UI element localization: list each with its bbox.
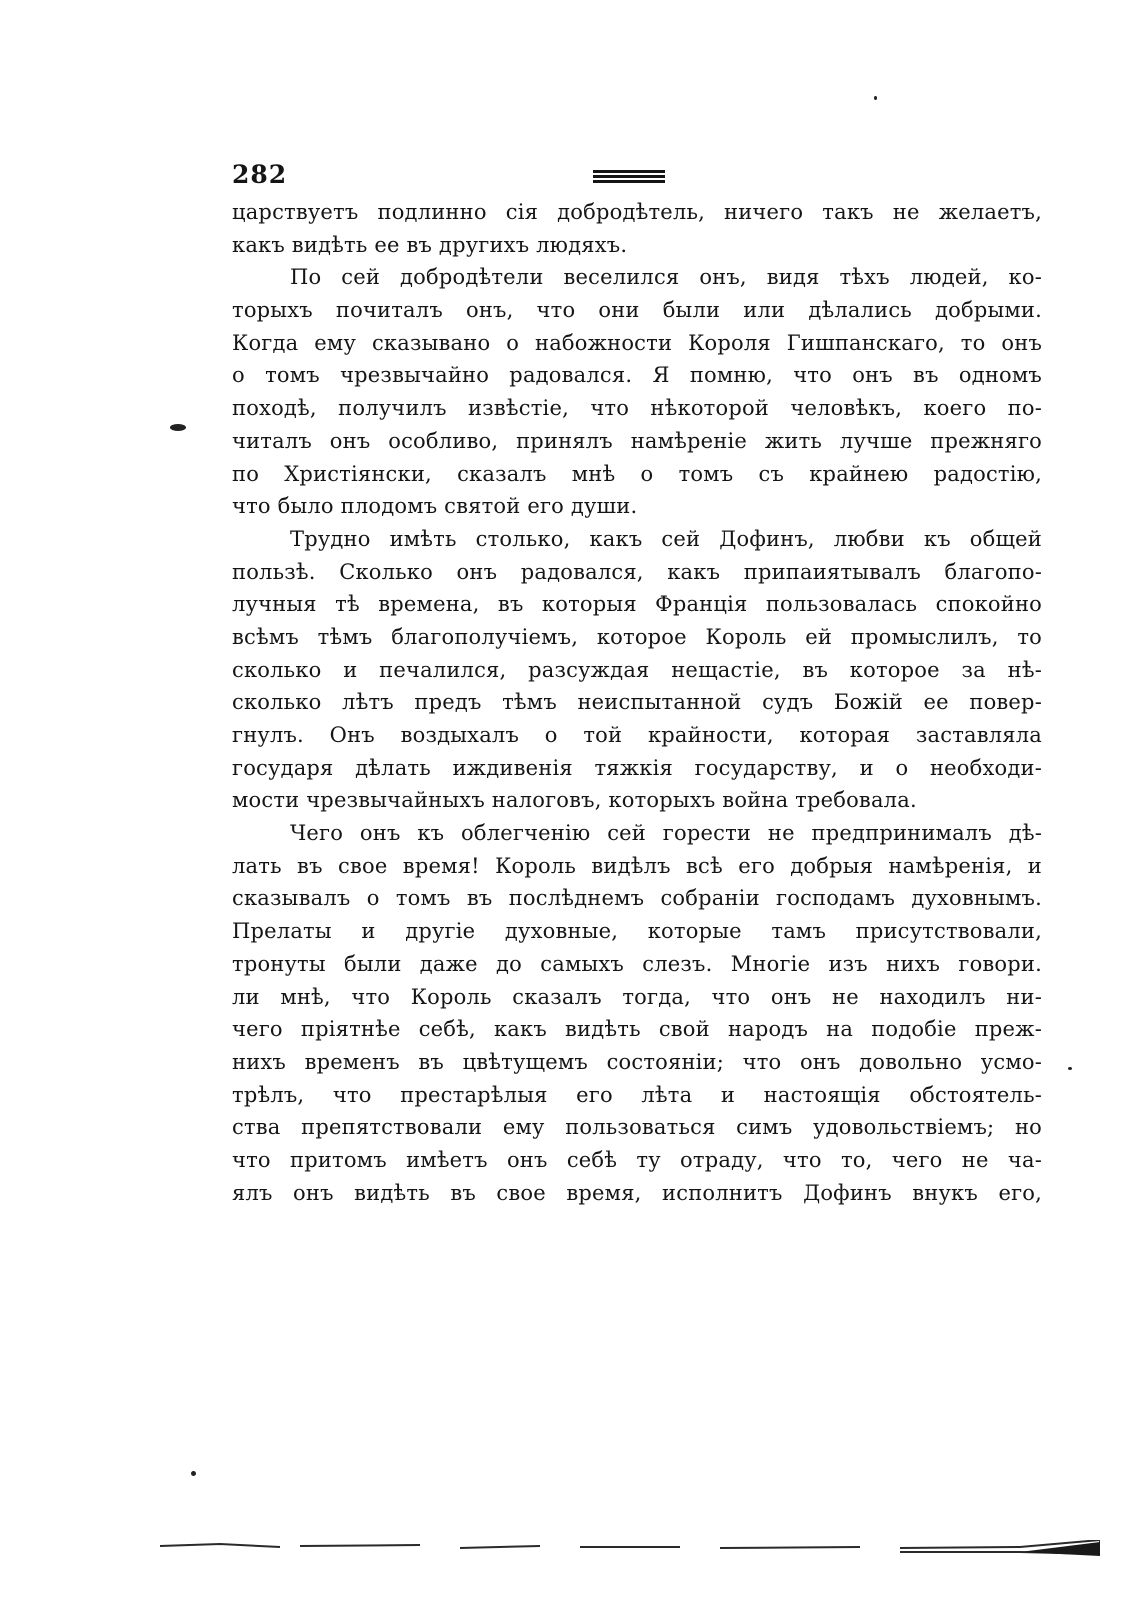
- text-line: трѣлъ, что престарѣлыя его лѣта и настоящія обстоятель-: [232, 1082, 1042, 1107]
- scan-bottom-edge: [160, 1540, 1100, 1570]
- text-line: о томъ чрезвычайно радовался. Я помню, что онъ въ одномъ: [232, 363, 1042, 388]
- text-line: царствуетъ подлинно сія добродѣтель, ничего такъ не желаетъ,: [232, 200, 1042, 224]
- text-line: что было плодомъ святой его души.: [232, 494, 638, 519]
- text-line: Когда ему сказывано о набожности Короля Гишпанскаго, то онъ: [232, 330, 1042, 355]
- text-line: что притомъ имѣетъ онъ себѣ ту отраду, что то, чего не ча-: [232, 1147, 1042, 1172]
- scan-speck: [170, 424, 186, 431]
- text-line: ства препятствовали ему пользоваться симъ удовольствіемъ; но: [232, 1115, 1042, 1140]
- text-line: тронуты были даже до самыхъ слезъ. Многіе изъ нихъ говори.: [232, 951, 1042, 976]
- text-line: лучныя тѣ времена, въ которыя Франція пользовалась спокойно: [232, 592, 1042, 617]
- text-line: сказывалъ о томъ въ послѣднемъ собраніи господамъ духовнымъ.: [232, 886, 1042, 911]
- text-line: Прелаты и другіе духовные, которые тамъ присутствовали,: [232, 919, 1042, 944]
- text-line: Трудно имѣть столько, какъ сей Дофинъ, любви къ общей: [290, 526, 1042, 551]
- text-line: мости чрезвычайныхъ налоговъ, которыхъ война требовала.: [232, 788, 917, 813]
- header-ornament-rule: [593, 170, 665, 184]
- text-line: сколько и печалился, разсуждая нещастіе, въ которое за нѣ-: [232, 657, 1042, 682]
- text-line: всѣмъ тѣмъ благополучіемъ, которое Король ей промыслилъ, то: [232, 624, 1042, 649]
- text-line: Чего онъ къ облегченію сей горести не предпринималъ дѣ-: [290, 821, 1042, 846]
- text-line: пользѣ. Сколько онъ радовался, какъ припаиятывалъ благопо-: [232, 559, 1042, 584]
- text-line: гнулъ. Онъ воздыхалъ о той крайности, которая заставляла: [232, 723, 1042, 747]
- text-line: государя дѣлать иждивенія тяжкія государству, и о необходи-: [232, 755, 1042, 780]
- body-text: [232, 196, 1042, 1209]
- scan-speck: [1068, 1067, 1072, 1070]
- text-line: читалъ онъ особливо, принялъ намѣреніе жить лучше прежняго: [232, 428, 1042, 453]
- text-line: По сей добродѣтели веселился онъ, видя тѣхъ людей, ко-: [290, 265, 1042, 290]
- text-line: походѣ, получилъ извѣстіе, что нѣкоторой человѣкъ, коего по-: [232, 396, 1042, 421]
- text-line: нихъ временъ въ цвѣтущемъ состояніи; что онъ довольно усмо-: [232, 1049, 1042, 1074]
- text-line: ялъ онъ видѣть въ свое время, исполнитъ Дофинъ внукъ его,: [232, 1180, 1042, 1205]
- text-line: чего пріятнѣе себѣ, какъ видѣть свой народъ на подобіе преж-: [232, 1017, 1042, 1042]
- text-line: ли мнѣ, что Король сказалъ тогда, что онъ не находилъ ни-: [232, 984, 1042, 1009]
- text-line: сколько лѣтъ предъ тѣмъ неиспытанной судъ Божій ее повер-: [232, 690, 1042, 715]
- scan-speck: [874, 96, 877, 100]
- text-line: по Христіянски, сказалъ мнѣ о томъ съ крайнею радостію,: [232, 461, 1042, 486]
- text-line: лать въ свое время! Король видѣлъ всѣ его добрыя намѣренія, и: [232, 853, 1042, 878]
- scan-speck: [191, 1471, 196, 1476]
- page-number: 282: [232, 160, 288, 189]
- text-line: какъ видѣть ее въ другихъ людяхъ.: [232, 232, 628, 257]
- text-line: торыхъ почиталъ онъ, что они были или дѣлались добрыми.: [232, 298, 1042, 323]
